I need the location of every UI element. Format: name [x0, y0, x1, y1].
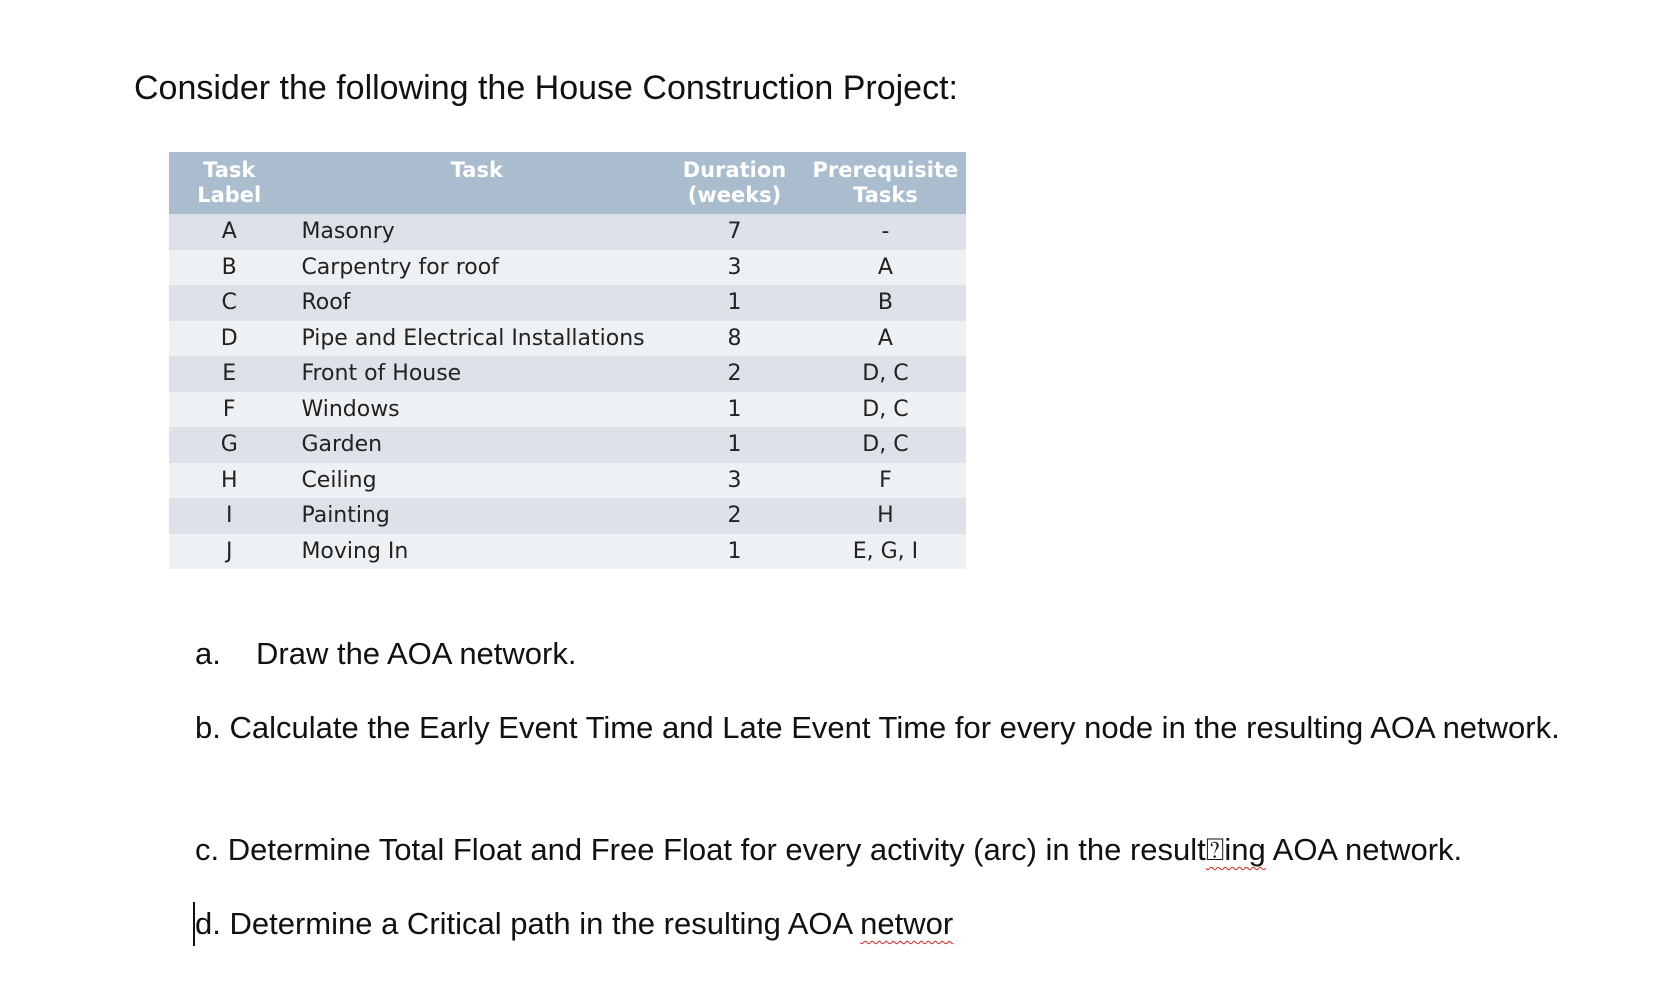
cell-task: Moving In: [289, 534, 664, 570]
page-heading: Consider the following the House Construction Project:: [134, 69, 958, 107]
cell-label: I: [169, 498, 289, 534]
question-b[interactable]: b. Calculate the Early Event Time and Late Event Time for every node in the resulting AOA network.: [195, 710, 1560, 745]
question-c[interactable]: [195, 826, 1462, 874]
cell-task: Front of House: [289, 356, 664, 392]
cell-label: E: [169, 356, 289, 392]
table-header-row: [169, 152, 966, 214]
table-row: [169, 463, 966, 499]
cell-task: Pipe and Electrical Installations: [289, 321, 664, 357]
spelling-flagged-word[interactable]: networ: [860, 906, 954, 941]
question-a[interactable]: [195, 630, 576, 678]
cell-prerequisite: A: [805, 321, 966, 357]
cell-task: Windows: [289, 392, 664, 428]
cell-prerequisite: H: [805, 498, 966, 534]
cell-duration: 1: [664, 427, 805, 463]
question-a-text: Draw the AOA network.: [256, 636, 577, 671]
cell-prerequisite: A: [805, 250, 966, 286]
cell-task: Roof: [289, 285, 664, 321]
table-row: [169, 534, 966, 570]
table-row: [169, 392, 966, 428]
cell-task: Ceiling: [289, 463, 664, 499]
question-c-text: c. Determine Total Float and Free Float for every activity (arc) in the result: [195, 832, 1206, 867]
table-row: [169, 214, 966, 250]
spelling-flagged-word[interactable]: ⍰ing: [1205, 832, 1266, 867]
table-row: [169, 356, 966, 392]
question-d-text: d. Determine a Critical path in the resulting AOA: [195, 906, 861, 941]
cell-label: J: [169, 534, 289, 570]
cell-prerequisite: -: [805, 214, 966, 250]
question-c-suffix: AOA network.: [1265, 832, 1463, 867]
cell-label: A: [169, 214, 289, 250]
cell-label: H: [169, 463, 289, 499]
cell-duration: 3: [664, 250, 805, 286]
cell-prerequisite: D, C: [805, 392, 966, 428]
cell-prerequisite: E, G, I: [805, 534, 966, 570]
cell-label: G: [169, 427, 289, 463]
cell-prerequisite: D, C: [805, 356, 966, 392]
cell-prerequisite: F: [805, 463, 966, 499]
cell-task: Carpentry for roof: [289, 250, 664, 286]
table-row: [169, 498, 966, 534]
table-row: [169, 321, 966, 357]
cell-prerequisite: B: [805, 285, 966, 321]
cell-task: Masonry: [289, 214, 664, 250]
cell-duration: 7: [664, 214, 805, 250]
cell-prerequisite: D, C: [805, 427, 966, 463]
cell-duration: 1: [664, 392, 805, 428]
cell-duration: 2: [664, 356, 805, 392]
cell-label: C: [169, 285, 289, 321]
header-task-label: Task Label: [169, 152, 289, 214]
cell-task: Painting: [289, 498, 664, 534]
cell-label: B: [169, 250, 289, 286]
cell-label: D: [169, 321, 289, 357]
cell-task: Garden: [289, 427, 664, 463]
task-table: [169, 152, 966, 569]
header-prerequisite: Prerequisite Tasks: [805, 152, 966, 214]
cell-label: F: [169, 392, 289, 428]
table-row: [169, 250, 966, 286]
header-task: Task: [289, 152, 664, 214]
cell-duration: 1: [664, 285, 805, 321]
cell-duration: 1: [664, 534, 805, 570]
header-duration: Duration (weeks): [664, 152, 805, 214]
question-d[interactable]: [195, 900, 953, 948]
cell-duration: 8: [664, 321, 805, 357]
table-row: [169, 427, 966, 463]
table-row: [169, 285, 966, 321]
cell-duration: 3: [664, 463, 805, 499]
cell-duration: 2: [664, 498, 805, 534]
question-a-letter: a.: [195, 636, 221, 671]
